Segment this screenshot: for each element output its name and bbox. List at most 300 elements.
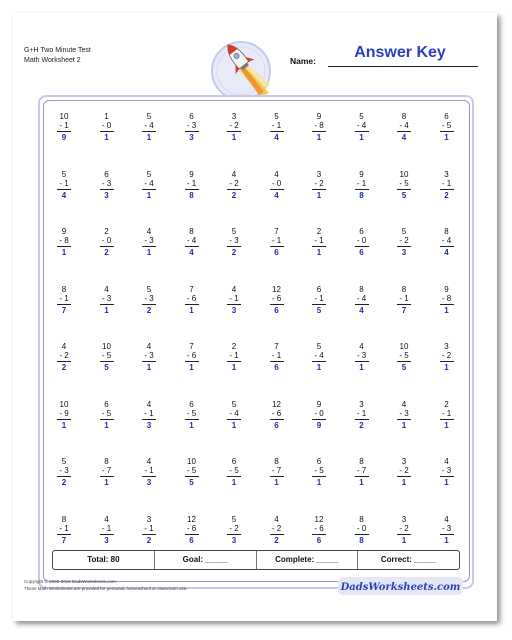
subtrahend: - 0 [101, 236, 112, 245]
answer: 1 [401, 478, 407, 487]
answer-rule [227, 246, 241, 247]
minuend: 6 [104, 169, 109, 179]
answer-rule [185, 246, 199, 247]
subtrahend: - 1 [186, 178, 197, 188]
answer: 5 [104, 363, 109, 372]
subtrahend: - 3 [229, 236, 239, 245]
answer-rule [100, 419, 114, 420]
problem [46, 515, 82, 545]
problem [174, 515, 210, 545]
rocket-icon [209, 37, 273, 101]
minuend: 8 [359, 457, 364, 466]
minuend: 4 [359, 342, 364, 351]
answer-rule [185, 476, 199, 477]
minuend: 8 [359, 284, 364, 294]
answer-rule [312, 534, 326, 535]
subtrahend: - 1 [101, 523, 112, 533]
answer: 3 [189, 133, 194, 142]
problem [216, 457, 252, 487]
problem [131, 285, 167, 315]
answer: 4 [401, 133, 407, 142]
answer: 3 [146, 478, 152, 487]
answer-rule [100, 131, 114, 132]
problem [301, 400, 337, 430]
problem [131, 457, 167, 487]
subtrahend: - 8 [314, 121, 324, 130]
minuend: 8 [104, 457, 109, 466]
minuend: 8 [61, 514, 67, 524]
answer: 6 [274, 305, 279, 315]
answer: 6 [359, 248, 364, 257]
problem [216, 342, 252, 372]
subtrahend: - 1 [399, 293, 409, 303]
answer: 1 [61, 420, 67, 430]
answer-rule [355, 476, 369, 477]
minuend: 6 [189, 112, 194, 121]
answer: 6 [189, 535, 194, 545]
subtrahend: - 0 [356, 523, 367, 533]
problem [386, 342, 422, 372]
answer-rule [100, 361, 114, 362]
answer: 1 [146, 248, 152, 257]
answer-rule [227, 304, 241, 305]
answer-rule [100, 304, 114, 305]
answer: 2 [274, 535, 279, 545]
answer-rule [185, 304, 199, 305]
answer-rule [440, 304, 454, 305]
answer: 3 [231, 535, 237, 545]
problem [429, 515, 465, 545]
problem [429, 227, 465, 257]
subtrahend: - 6 [186, 523, 197, 533]
problem [301, 112, 337, 142]
answer-rule [312, 246, 326, 247]
problem [386, 112, 422, 142]
answer-rule [355, 131, 369, 132]
answer-rule [355, 419, 369, 420]
problem [301, 457, 337, 487]
subtrahend: - 3 [59, 466, 69, 475]
minuend: 5 [146, 112, 152, 121]
minuend: 9 [359, 169, 364, 179]
minuend: 4 [231, 169, 237, 179]
answer: 1 [359, 133, 364, 142]
problem [131, 112, 167, 142]
problem [259, 227, 295, 257]
answer-rule [142, 534, 156, 535]
minuend: 3 [444, 342, 449, 351]
minuend: 8 [61, 284, 67, 294]
minuend: 10 [59, 112, 69, 121]
subtrahend: - 4 [356, 293, 367, 303]
answer: 1 [231, 363, 237, 372]
correct-cell: Correct: _____ [357, 551, 459, 569]
minuend: 12 [272, 284, 281, 294]
problem [344, 285, 380, 315]
subtrahend: - 8 [59, 236, 69, 245]
answer-rule [270, 361, 284, 362]
problem [216, 285, 252, 315]
answer-rule [100, 189, 114, 190]
problem [46, 170, 82, 200]
minuend: 10 [187, 457, 196, 466]
answer-rule [440, 419, 454, 420]
minuend: 2 [231, 342, 237, 351]
answer-rule [227, 131, 241, 132]
subtrahend: - 3 [356, 351, 367, 360]
problem [174, 285, 210, 315]
minuend: 6 [189, 399, 194, 409]
dadsworksheets-logo [338, 577, 463, 595]
subtrahend: - 4 [356, 121, 367, 130]
minuend: 4 [146, 457, 152, 466]
answer-rule [397, 304, 411, 305]
minuend: 5 [316, 342, 322, 351]
subtrahend: - 2 [314, 178, 324, 188]
answer: 8 [189, 190, 194, 200]
minuend: 6 [316, 284, 322, 294]
subtrahend: - 5 [229, 466, 239, 475]
problem [301, 342, 337, 372]
subtrahend: - 2 [229, 523, 239, 533]
answer-rule [312, 304, 326, 305]
answer-rule [57, 131, 71, 132]
answer-rule [312, 419, 326, 420]
problem [344, 400, 380, 430]
answer: 1 [444, 363, 449, 372]
answer-rule [397, 189, 411, 190]
problem [344, 342, 380, 372]
answer-rule [57, 246, 71, 247]
answer-rule [440, 131, 454, 132]
problem [89, 400, 125, 430]
total-cell: Total: 80 [87, 555, 120, 564]
answer: 6 [316, 535, 322, 545]
answer-rule [440, 534, 454, 535]
minuend: 8 [444, 227, 449, 236]
minuend: 6 [359, 227, 364, 236]
answer: 1 [444, 305, 449, 315]
answer: 1 [316, 363, 322, 372]
problem [344, 457, 380, 487]
minuend: 5 [231, 227, 237, 236]
answer: 2 [104, 248, 109, 257]
subtrahend: - 1 [441, 178, 452, 188]
problem [301, 285, 337, 315]
subtrahend: - 0 [271, 178, 282, 188]
minuend: 10 [59, 399, 69, 409]
problem [301, 227, 337, 257]
answer: 1 [316, 190, 322, 200]
subtrahend: - 1 [271, 236, 282, 245]
subtrahend: - 3 [186, 121, 197, 130]
answer: 3 [231, 305, 237, 315]
subtrahend: - 3 [101, 178, 112, 188]
problem [429, 170, 465, 200]
problem [174, 112, 210, 142]
answer-rule [142, 419, 156, 420]
subtrahend: - 6 [271, 408, 282, 418]
answer-rule [270, 189, 284, 190]
answer-rule [142, 189, 156, 190]
answer: 5 [401, 190, 407, 200]
subtrahend: - 3 [399, 408, 409, 418]
minuend: 9 [444, 284, 449, 294]
minuend: 7 [274, 227, 279, 236]
answer: 1 [104, 133, 109, 142]
minuend: 7 [274, 342, 279, 351]
answer: 7 [61, 305, 67, 315]
answer: 1 [316, 133, 322, 142]
problem [46, 342, 82, 372]
subtrahend: - 6 [314, 523, 324, 533]
subtrahend: - 3 [441, 466, 452, 475]
brand-text: DadsWorksheets.com [340, 582, 461, 593]
answer-rule [57, 419, 71, 420]
minuend: 2 [316, 227, 322, 236]
problem [259, 515, 295, 545]
answer: 1 [104, 478, 109, 487]
answer-rule [57, 534, 71, 535]
problem [174, 170, 210, 200]
minuend: 2 [444, 399, 449, 409]
problem [46, 227, 82, 257]
answer-rule [312, 189, 326, 190]
answer: 7 [401, 305, 407, 315]
problem [259, 170, 295, 200]
minuend: 12 [272, 399, 281, 409]
answer: 3 [104, 535, 109, 545]
answer: 5 [401, 363, 407, 372]
subtrahend: - 8 [441, 293, 452, 303]
subtrahend: - 4 [441, 236, 452, 245]
subtrahend: - 4 [186, 236, 197, 245]
subtrahend: - 4 [399, 121, 409, 130]
answer: 4 [61, 190, 67, 200]
answer: 4 [189, 248, 194, 257]
minuend: 4 [401, 399, 407, 409]
subtrahend: - 1 [229, 351, 239, 360]
answer: 8 [359, 535, 364, 545]
minuend: 7 [189, 284, 194, 294]
subtrahend: - 3 [144, 293, 154, 303]
problem [429, 342, 465, 372]
problem [174, 342, 210, 372]
answer: 1 [104, 305, 109, 315]
minuend: 6 [316, 457, 322, 466]
subtrahend: - 3 [441, 523, 452, 533]
answer: 5 [316, 305, 322, 315]
answer-rule [440, 476, 454, 477]
answer-rule [440, 246, 454, 247]
subtrahend: - 7 [101, 466, 112, 475]
minuend: 4 [146, 342, 152, 351]
answer: 4 [444, 248, 449, 257]
answer-rule [57, 304, 71, 305]
answer: 4 [274, 133, 279, 142]
minuend: 5 [146, 169, 152, 179]
answer: 1 [401, 535, 407, 545]
problem [386, 285, 422, 315]
minuend: 9 [316, 112, 322, 121]
answer-rule [355, 189, 369, 190]
minuend: 5 [401, 227, 407, 236]
minuend: 6 [104, 399, 109, 409]
subtrahend: - 5 [186, 466, 197, 475]
answer: 3 [146, 420, 152, 430]
minuend: 4 [146, 227, 152, 236]
answer-rule [312, 131, 326, 132]
answer: 1 [231, 133, 237, 142]
minuend: 4 [231, 284, 237, 294]
answer-rule [270, 534, 284, 535]
subtrahend: - 1 [229, 293, 239, 303]
worksheet-title: G+H Two Minute Test [24, 47, 91, 54]
answer: 1 [444, 478, 449, 487]
answer-rule [397, 419, 411, 420]
subtrahend: - 6 [186, 351, 197, 360]
problem [386, 457, 422, 487]
answer-rule [355, 304, 369, 305]
minuend: 4 [104, 514, 109, 524]
answer-rule [312, 476, 326, 477]
problem [344, 170, 380, 200]
answer-rule [100, 534, 114, 535]
answer: 2 [61, 478, 67, 487]
subtrahend: - 1 [271, 121, 282, 130]
answer-rule [227, 361, 241, 362]
answer: 1 [104, 420, 109, 430]
subtrahend: - 5 [101, 351, 112, 360]
answer: 1 [146, 363, 152, 372]
answer-rule [142, 304, 156, 305]
complete-cell: Complete: _____ [256, 551, 358, 569]
subtrahend: - 1 [314, 236, 324, 245]
minuend: 4 [104, 284, 109, 294]
minuend: 4 [444, 514, 449, 524]
minuend: 10 [102, 342, 111, 351]
answer-rule [142, 131, 156, 132]
problem [46, 457, 82, 487]
answer: 2 [146, 305, 152, 315]
subtrahend: - 1 [144, 408, 154, 418]
minuend: 3 [401, 457, 407, 466]
subtrahend: - 1 [271, 351, 282, 360]
copyright-line: Copyright © 2008-2018 DadsWorksheets.com [24, 579, 116, 584]
minuend: 3 [146, 514, 152, 524]
answer-rule [355, 246, 369, 247]
problem [89, 170, 125, 200]
minuend: 5 [231, 514, 237, 524]
answer-rule [270, 131, 284, 132]
answer-rule [142, 476, 156, 477]
answer-rule [57, 476, 71, 477]
answer: 3 [104, 190, 109, 200]
minuend: 9 [61, 227, 67, 236]
answer: 1 [444, 133, 449, 142]
subtrahend: - 1 [356, 178, 367, 188]
answer: 1 [316, 478, 322, 487]
score-bar [52, 550, 460, 570]
answer: 2 [146, 535, 152, 545]
minuend: 4 [274, 514, 279, 524]
problem [89, 227, 125, 257]
minuend: 5 [359, 112, 364, 121]
minuend: 10 [399, 169, 409, 179]
subtrahend: - 2 [229, 178, 239, 188]
answer: 1 [189, 305, 194, 315]
problem [131, 227, 167, 257]
problem [46, 400, 82, 430]
problem [131, 342, 167, 372]
problem [89, 342, 125, 372]
subtrahend: - 1 [59, 178, 69, 188]
minuend: 8 [189, 227, 194, 236]
answer: 2 [231, 190, 237, 200]
problem [386, 400, 422, 430]
subtrahend: - 5 [399, 178, 409, 188]
answer-rule [57, 189, 71, 190]
subtrahend: - 1 [59, 121, 69, 130]
answer-rule [185, 361, 199, 362]
answer-key-title: Answer Key [354, 44, 446, 61]
minuend: 3 [359, 399, 364, 409]
answer: 1 [189, 420, 194, 430]
problem [89, 285, 125, 315]
answer-rule [227, 189, 241, 190]
subtrahend: - 0 [356, 236, 367, 245]
problem [259, 457, 295, 487]
answer-rule [355, 361, 369, 362]
problem [131, 400, 167, 430]
subtrahend: - 4 [314, 351, 324, 360]
minuend: 5 [274, 112, 279, 121]
subtrahend: - 1 [441, 408, 452, 418]
answer-rule [185, 131, 199, 132]
subtrahend: - 5 [441, 121, 452, 130]
problem [259, 285, 295, 315]
answer-rule [397, 246, 411, 247]
minuend: 8 [274, 457, 279, 466]
answer: 1 [359, 363, 364, 372]
minuend: 3 [231, 112, 237, 121]
answer: 1 [146, 133, 152, 142]
minuend: 12 [314, 514, 324, 524]
subtrahend: - 3 [144, 351, 154, 360]
subtrahend: - 2 [399, 236, 409, 245]
subtrahend: - 1 [314, 293, 324, 303]
answer: 6 [274, 420, 279, 430]
minuend: 6 [444, 112, 449, 121]
subtrahend: - 3 [101, 293, 112, 303]
subtrahend: - 7 [271, 466, 282, 475]
answer-rule [142, 361, 156, 362]
answer: 4 [359, 305, 364, 315]
subtrahend: - 4 [229, 408, 239, 418]
subtrahend: - 4 [144, 178, 154, 188]
problem [259, 112, 295, 142]
subtrahend: - 2 [399, 523, 409, 533]
problem [429, 457, 465, 487]
answer: 1 [444, 420, 449, 430]
answer-rule [185, 419, 199, 420]
problem [216, 515, 252, 545]
problem [46, 112, 82, 142]
answer-rule [100, 476, 114, 477]
minuend: 4 [274, 169, 279, 179]
problem [259, 342, 295, 372]
answer: 4 [274, 190, 279, 200]
